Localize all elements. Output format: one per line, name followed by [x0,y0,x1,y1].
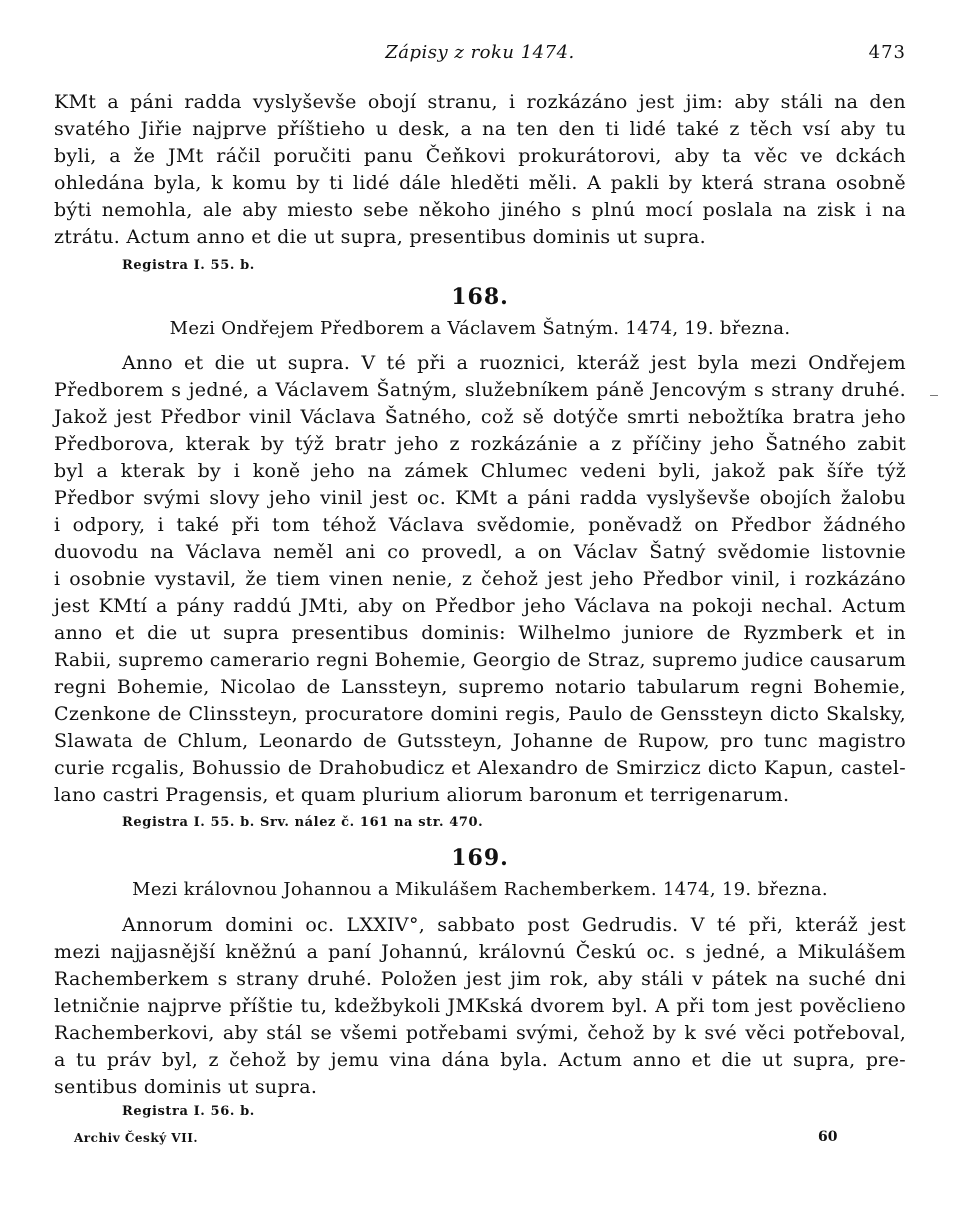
text-line: Anno et die ut supra. V té při a ruoznici, kteráž jest byla mezi Ondřejem [122,352,906,374]
running-title: Zápisy z roku 1474. [385,42,575,63]
text-line: jest KMtí a pány raddú JMti, aby on Předbor jeho Václava na pokoji nechal. Actum [54,595,906,617]
text-line: svatého Jiřie najprve příštieho u desk, a na ten den ti lidé také z těch vsí aby tu [54,118,907,140]
text-line: býti nemohla, ale aby miesto sebe někoho jiného s plnú mocí poslala na zisk i na [54,199,906,221]
entry-title-169: Mezi královnou Johannou a Mikulášem Rachemberkem. 1474, 19. března. [132,879,828,900]
text-line: byl a kterak by i koně jeho na zámek Chlumec vedeni byli, jakož pak šíře týž [54,460,907,482]
text-line: duovodu na Václava neměl ani co provedl, a on Václav Šatný svědomie listovnie [54,541,907,563]
text-line: ztrátu. Actum anno et die ut supra, presentibus dominis ut supra. [54,226,707,248]
text-line: ohledána byla, k komu by ti lidé dále hleděti měli. A pakli by která strana osobně [54,172,906,194]
text-line: sentibus dominis ut supra. [54,1076,318,1098]
text-line: byli, a že JMt ráčil poručiti panu Čeňkovi prokurátorovi, aby ta věc ve dckách [54,145,906,167]
text-line: curie rcgalis, Bohussio de Drahobudicz et Alexandro de Smirzicz dicto Kapun, castel- [54,757,906,779]
text-line: Jakož jest Předbor vinil Václava Šatného, což sě dotýče smrti nebožtíka bratra jeho [54,406,906,428]
text-line: Rabii, supremo camerario regni Bohemie, Georgio de Straz, supremo judice causarum [54,649,907,671]
running-header [54,42,906,72]
text-line: KMt a páni radda vyslyševše obojí stranu, i rozkázáno jest jim: aby stáli na den [54,91,906,113]
text-line: a tu práv byl, z čehož by jemu vina dána byla. Actum anno et die ut supra, pre- [54,1049,906,1071]
text-line: anno et die ut supra presentibus dominis: Wilhelmo juniore de Ryzmberk et in [54,622,906,644]
text-line: Slawata de Chlum, Leonardo de Gutssteyn, Johanne de Rupow, pro tunc magistro [54,730,907,752]
intro-paragraph [54,89,906,251]
text-line: regni Bohemie, Nicolao de Lanssteyn, supremo notario tabularum regni Bohemie, [54,676,906,698]
text-line: i odpory, i také při tom téhož Václava svědomie, poněvadž on Předbor žádného [54,514,907,536]
margin-mark [930,395,938,396]
entry-title-168: Mezi Ondřejem Předborem a Václavem Šatným. 1474, 19. března. [169,318,791,339]
text-line: i osobnie vystavil, že tiem vinen nenie, z čehož jest jeho Předbor vinil, i rozkázáno [54,568,906,590]
registry-note: Registra I. 55. b. Srv. nález č. 161 na str. 470. [122,815,484,830]
text-line: Annorum domini oc. LXXIV°, sabbato post Gedrudis. V té při, kteráž jest [122,914,906,936]
text-line: Czenkone de Clinssteyn, procuratore domini regis, Paulo de Genssteyn dicto Skalsky, [54,703,906,725]
entry-number-169: 169. [451,845,509,871]
text-line: Rachemberkem s strany druhé. Položen jest jim rok, aby stáli v pátek na suché dni [54,968,906,990]
entry-168-text [54,350,906,809]
text-line: Předborem s jedné, a Václavem Šatným, služebníkem páně Jencovým s strany druhé. [54,379,906,401]
text-line: mezi najjasnější kněžnú a paní Johannú, královnú Českú oc. s jedné, a Mikulášem [54,941,906,963]
footer-signature: Archiv Český VII. [74,1131,198,1145]
text-line: Předborova, kterak by týž bratr jeho z rozkázánie a z příčiny jeho Šatného zabit [54,433,906,455]
footer-sheet-number: 60 [818,1129,838,1145]
text-line: lano castri Pragensis, et quam plurium aliorum baronum et terrigenarum. [54,784,790,806]
text-line: Předbor svými slovy jeho vinil jest oc. KMt a páni radda vyslyševše obojích žalobu [54,487,906,509]
text-line: letničnie najprve příštie tu, kdežbykoli JMKská dvorem byl. A při tom jest pověclieno [54,995,906,1017]
entry-number-168: 168. [451,284,509,310]
registry-note: Registra I. 55. b. [122,258,255,273]
entry-169-text [54,912,906,1101]
text-line: Rachemberkovi, aby stál se všemi potřebami svými, čehož by k své věci potřeboval, [54,1022,907,1044]
registry-note: Registra I. 56. b. [122,1104,255,1119]
page-number: 473 [868,42,906,63]
